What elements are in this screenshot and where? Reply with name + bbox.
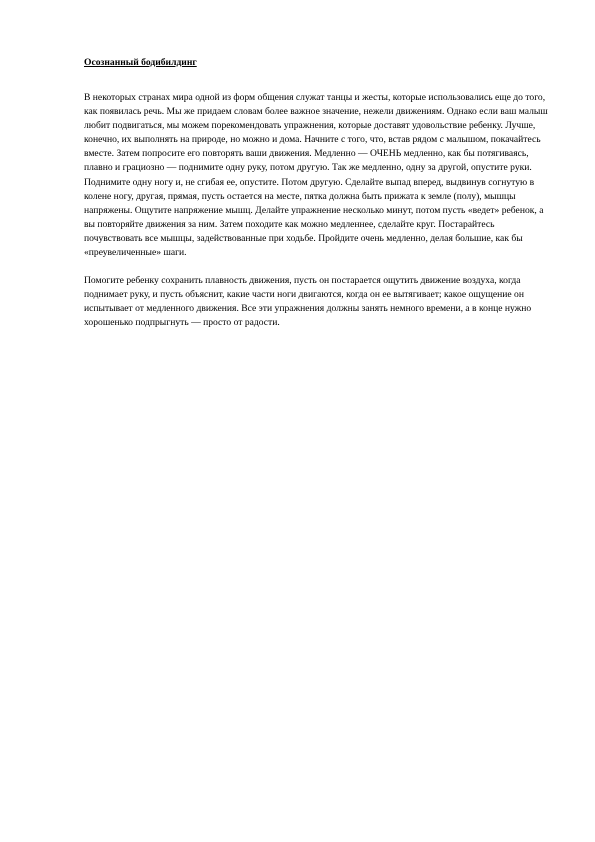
document-title: Осознанный бодибилдинг <box>84 57 197 68</box>
paragraph-1: В некоторых странах мира одной из форм общения служат танцы и жесты, которые использовались еще до того, как появилась речь. Мы же придаем словам более важное значение, нежели движениям. Однако если ваш малыш любит подвигаться, мы можем порекомендовать упражнения, которые доставят удовольствие ребенку. Лучше, конечно, их выполнять на природе, но можно и дома. Начните с того, что, встав рядом с малышом, покачайтесь вместе. Затем попросите его повторять ваши движения. Медленно — ОЧЕНЬ медленно, как бы потягиваясь, плавно и грациозно — поднимите одну руку, потом другую. Так же медленно, одну за другой, опустите руки. Поднимите одну ногу и, не сгибая ее, опустите. Потом другую. Сделайте выпад вперед, выдвинув согнутую в колене ногу, другая, прямая, пусть остается на месте, пятка должна быть прижата к земле (полу), мышцы напряжены. Ощутите напряжение мышц. Делайте упражнение несколько минут, потом пусть «ведет» ребенок, а вы повторяйте движения за ним. Затем походите как можно медленнее, сделайте круг. Постарайтесь почувствовать все мышцы, задействованные при ходьбе. Пройдите очень медленно, делая большие, как бы «преувеличенные» шаги. <box>84 92 548 259</box>
paragraph-2: Помогите ребенку сохранить плавность движения, пусть он постарается ощутить движение воздуха, когда поднимает руку, и пусть объяснит, какие части ноги двигаются, когда он ее вытягивает; какое ощущение он испытывает от медленного движения. Все эти упражнения должны занять немного времени, а в конце нужно хорошенько подпрыгнуть — просто от радости. <box>84 275 532 329</box>
document-body <box>84 56 554 345</box>
